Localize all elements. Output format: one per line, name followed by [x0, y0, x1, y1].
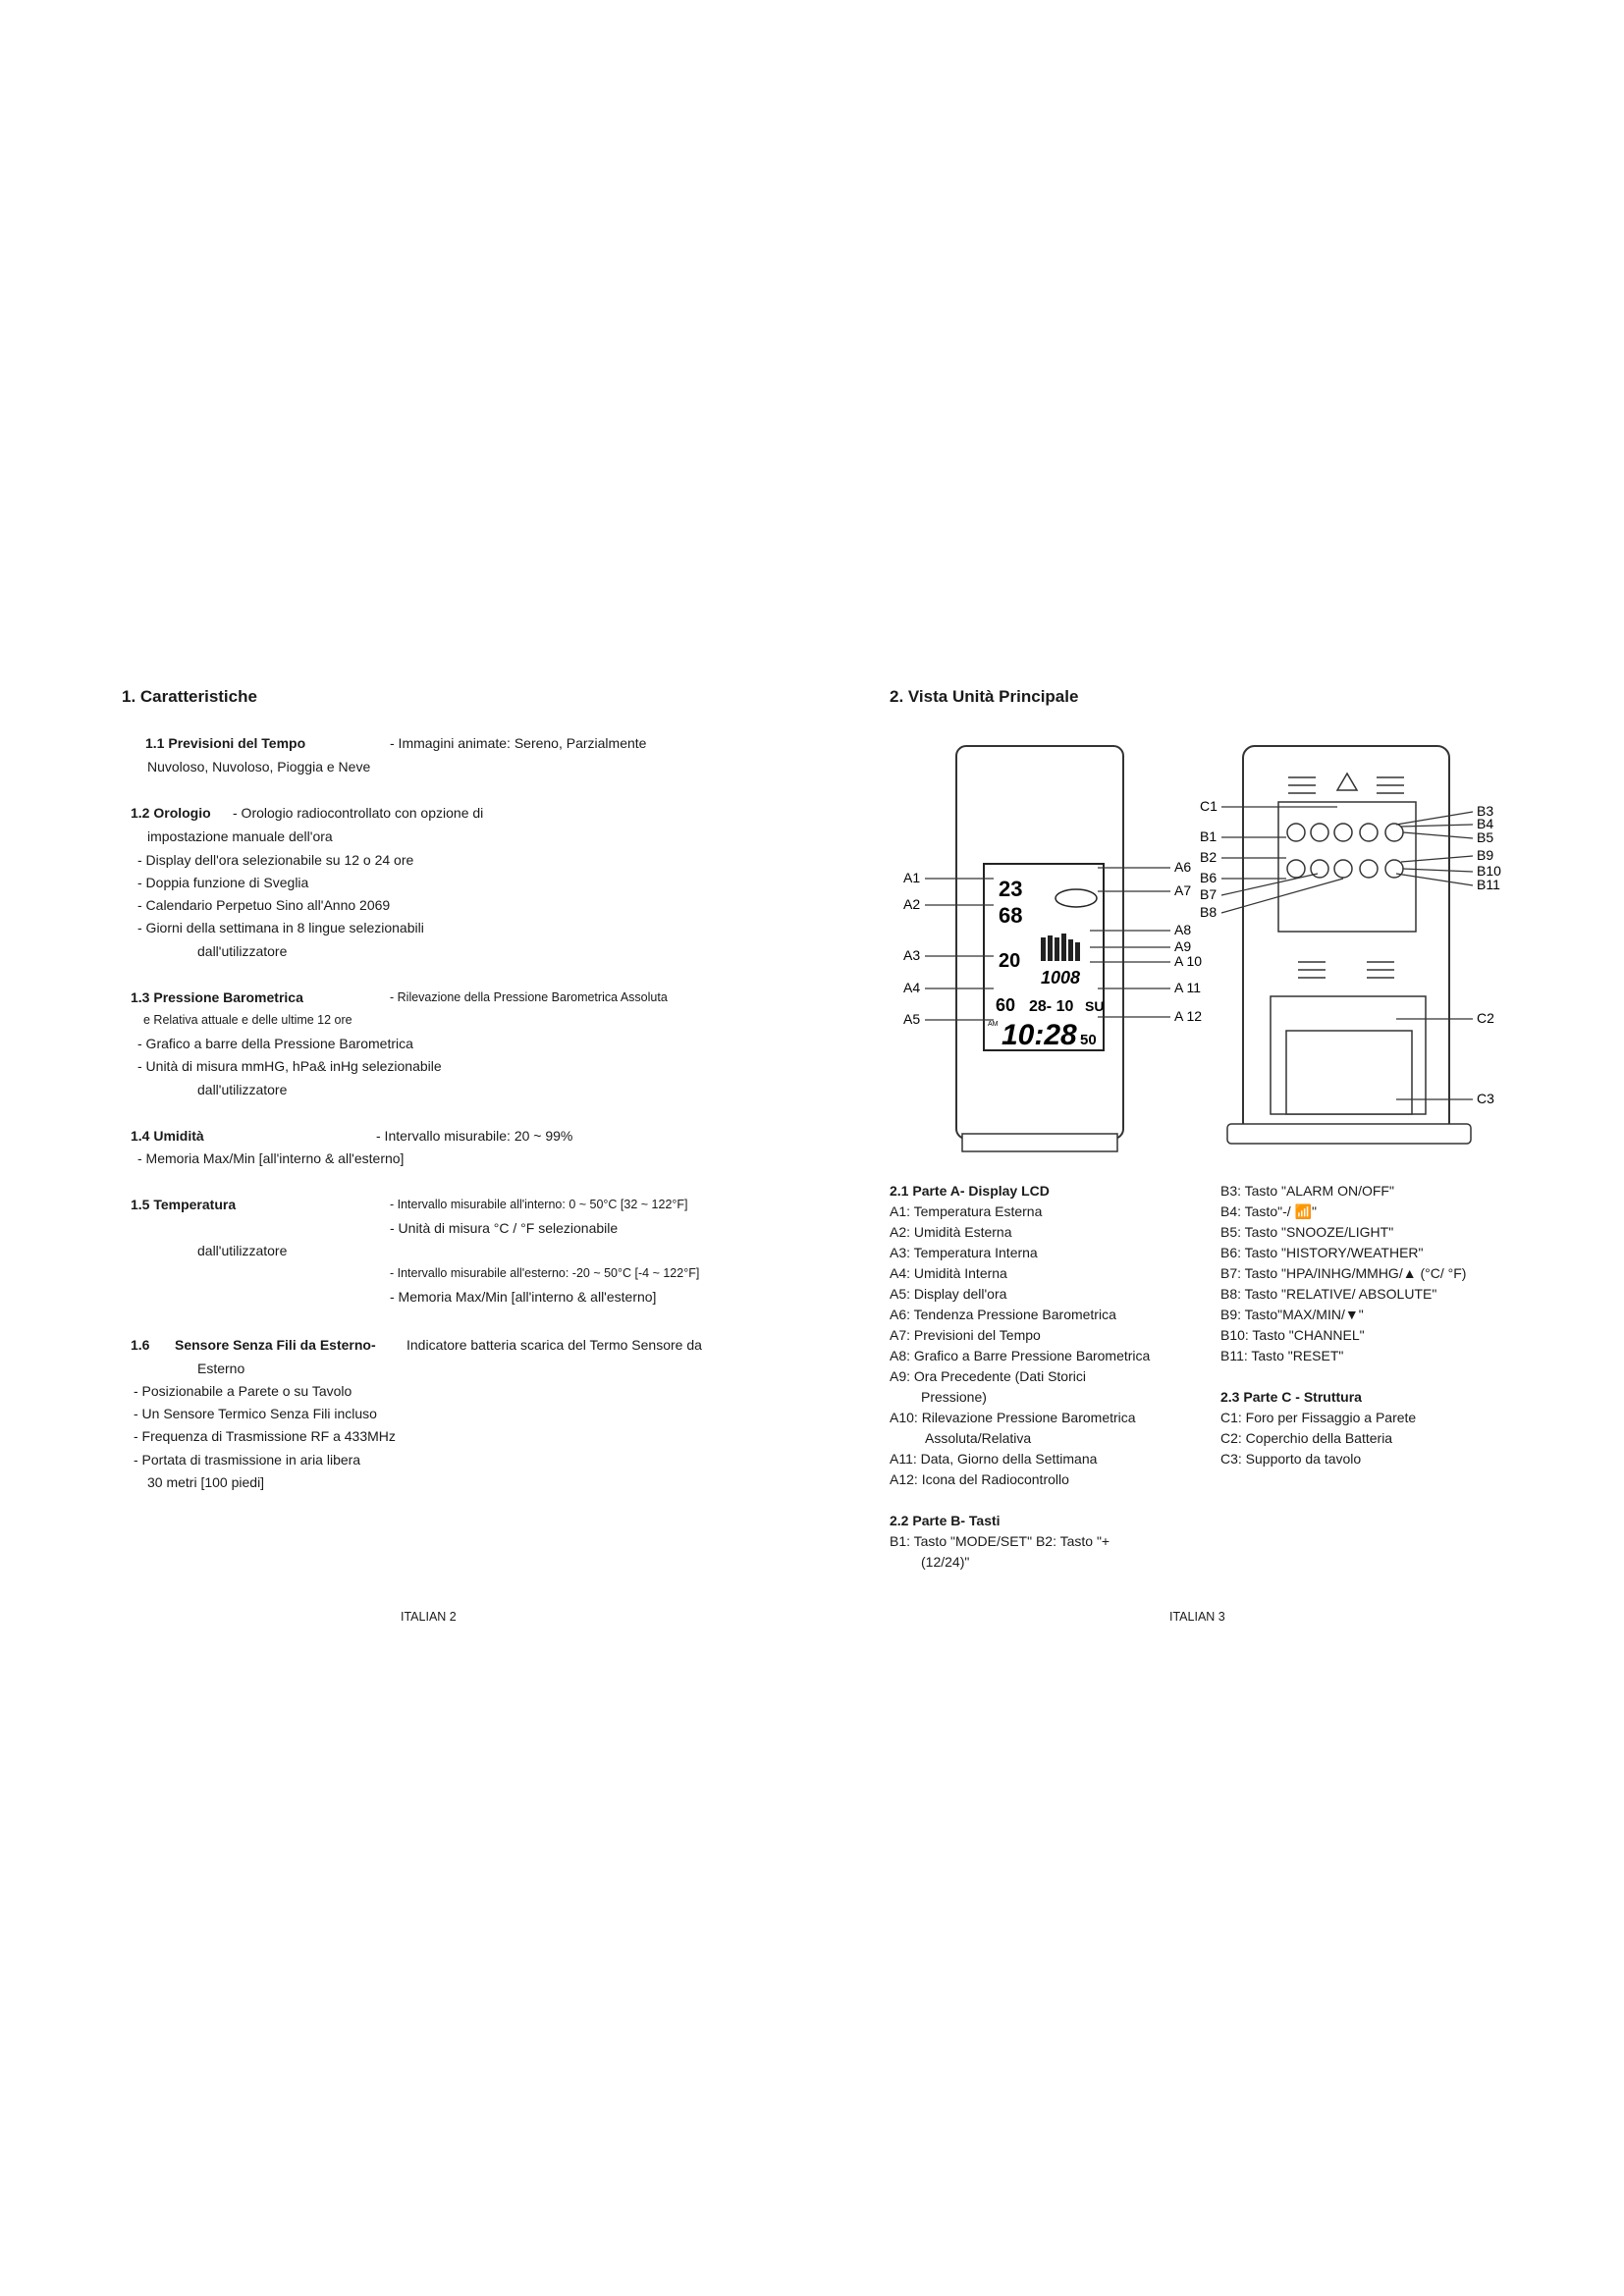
heading-part-b: 2.2 Parte B- Tasti	[890, 1513, 1001, 1528]
label-c3: C3	[1477, 1091, 1494, 1106]
label-b2: B2	[1200, 849, 1218, 865]
text-1-2-line: - Display dell'ora selezionabile su 12 o 24 ore	[137, 852, 414, 868]
part-a-item: A6: Tendenza Pressione Barometrica	[890, 1307, 1116, 1322]
label-b9: B9	[1477, 847, 1494, 863]
text-1-2-line: - Calendario Perpetuo Sino all'Anno 2069	[137, 897, 391, 913]
lcd-hum-in: 60	[996, 995, 1016, 1015]
text-1-2-line: - Giorni della settimana in 8 lingue selezionabili	[137, 920, 424, 935]
text-1-6-line: - Frequenza di Trasmissione RF a 433MHz	[134, 1428, 396, 1444]
rear-view-diagram	[1200, 736, 1524, 1158]
table-stand	[1286, 1031, 1412, 1114]
label-a12: A 12	[1174, 1008, 1203, 1024]
part-a-item: A10: Rilevazione Pressione Barometrica	[890, 1410, 1136, 1425]
text-1-4: - Intervallo misurabile: 20 ~ 99%	[376, 1128, 573, 1144]
part-b-item: B10: Tasto "CHANNEL"	[1220, 1327, 1365, 1343]
label-b4: B4	[1477, 816, 1494, 831]
front-view-diagram	[903, 736, 1218, 1158]
heading-part-c: 2.3 Parte C - Struttura	[1220, 1389, 1362, 1405]
part-b-line2: (12/24)"	[921, 1554, 970, 1570]
text-1-4-line: - Memoria Max/Min [all'interno & all'esterno]	[137, 1150, 405, 1166]
label-b8: B8	[1200, 904, 1218, 920]
text-1-5-range-out: - Intervallo misurabile all'esterno: -20 ~ 50°C [-4 ~ 122°F]	[390, 1266, 700, 1280]
text-1-6-line: - Portata di trasmissione in aria libera	[134, 1452, 361, 1468]
label-c1: C1	[1200, 798, 1218, 814]
text-1-5-memory: - Memoria Max/Min [all'interno & all'esterno]	[390, 1289, 657, 1305]
label-a2: A2	[903, 896, 921, 912]
heading-1-2: 1.2 Orologio	[131, 805, 211, 821]
part-a-item-cont: Pressione)	[921, 1389, 987, 1405]
text-1-3-line: - Grafico a barre della Pressione Barometrica	[137, 1036, 413, 1051]
text-1-6-line: - Posizionabile a Parete o su Tavolo	[134, 1383, 352, 1399]
lcd-day: SU	[1085, 998, 1105, 1014]
heading-part-a: 2.1 Parte A- Display LCD	[890, 1183, 1050, 1199]
part-a-item: A4: Umidità Interna	[890, 1265, 1007, 1281]
part-b-item: B3: Tasto "ALARM ON/OFF"	[1220, 1183, 1394, 1199]
page-footer-left: ITALIAN 2	[401, 1610, 457, 1624]
antenna-icon: 📶	[1294, 1203, 1312, 1219]
part-b-item: B5: Tasto "SNOOZE/LIGHT"	[1220, 1224, 1394, 1240]
section-title-main-unit: 2. Vista Unità Principale	[890, 687, 1079, 706]
lcd-pressure: 1008	[1041, 968, 1081, 988]
label-b3: B3	[1477, 803, 1494, 819]
part-b-item: B11: Tasto "RESET"	[1220, 1348, 1344, 1363]
part-a-item: A1: Temperatura Esterna	[890, 1203, 1043, 1219]
rear-stand-base	[1227, 1124, 1471, 1144]
part-a-item: A3: Temperatura Interna	[890, 1245, 1038, 1260]
heading-1-1: 1.1 Previsioni del Tempo	[145, 735, 306, 751]
label-a6: A6	[1174, 859, 1192, 875]
heading-1-5: 1.5 Temperatura	[131, 1197, 237, 1212]
label-b11: B11	[1477, 877, 1500, 892]
part-b-item-b4: B4: Tasto"-/ 📶"	[1220, 1203, 1317, 1219]
lcd-time: 10:28	[1001, 1019, 1077, 1051]
text-1-1: - Immagini animate: Sereno, Parzialmente	[390, 735, 647, 751]
label-a11: A 11	[1174, 980, 1201, 995]
text-1-2-line: impostazione manuale dell'ora	[147, 828, 333, 844]
text-1-3-line: - Unità di misura mmHG, hPa& inHg selezionabile	[137, 1058, 442, 1074]
heading-1-6: Sensore Senza Fili da Esterno-	[175, 1337, 376, 1353]
label-a5: A5	[903, 1011, 921, 1027]
label-a3: A3	[903, 947, 921, 963]
lcd-seconds: 50	[1080, 1032, 1097, 1048]
label-a4: A4	[903, 980, 921, 995]
text-1-6-line: Esterno	[197, 1361, 245, 1376]
label-a8: A8	[1174, 922, 1192, 937]
part-b-item: B8: Tasto "RELATIVE/ ABSOLUTE"	[1220, 1286, 1437, 1302]
text-1-3-line: dall'utilizzatore	[197, 1082, 288, 1097]
text-1-3: - Rilevazione della Pressione Barometrica Assoluta	[390, 990, 668, 1004]
part-a-item: A7: Previsioni del Tempo	[890, 1327, 1041, 1343]
text-1-2-line: - Doppia funzione di Sveglia	[137, 875, 309, 890]
lcd-hum-out: 68	[999, 903, 1023, 928]
text-1-6-line: 30 metri [100 piedi]	[147, 1474, 265, 1490]
label-c2: C2	[1477, 1010, 1494, 1026]
text-1-6: Indicatore batteria scarica del Termo Sensore da	[406, 1337, 702, 1353]
section-title-features: 1. Caratteristiche	[122, 687, 257, 706]
label-b10: B10	[1477, 863, 1501, 879]
lcd-date: 28- 10	[1029, 998, 1074, 1015]
part-b-item: B7: Tasto "HPA/INHG/MMHG/▲ (°C/ °F)	[1220, 1265, 1467, 1281]
part-c-item: C2: Coperchio della Batteria	[1220, 1430, 1393, 1446]
part-a-item: A9: Ora Precedente (Dati Storici	[890, 1368, 1086, 1384]
unit-stand	[962, 1134, 1117, 1151]
part-c-item: C1: Foro per Fissaggio a Parete	[1220, 1410, 1417, 1425]
page-footer-right: ITALIAN 3	[1169, 1610, 1225, 1624]
lcd-temp-out: 23	[999, 877, 1023, 901]
part-b-line1: B1: Tasto "MODE/SET" B2: Tasto "+	[890, 1533, 1110, 1549]
heading-1-3: 1.3 Pressione Barometrica	[131, 989, 303, 1005]
text-1-6-line: - Un Sensore Termico Senza Fili incluso	[134, 1406, 377, 1421]
part-b-item: B9: Tasto"MAX/MIN/▼"	[1220, 1307, 1364, 1322]
text-1-2: - Orologio radiocontrollato con opzione di	[233, 805, 484, 821]
text-1-2-line: dall'utilizzatore	[197, 943, 288, 959]
label-a1: A1	[903, 870, 921, 885]
part-b-item: B6: Tasto "HISTORY/WEATHER"	[1220, 1245, 1424, 1260]
label-b6: B6	[1200, 870, 1218, 885]
heading-1-4: 1.4 Umidità	[131, 1128, 204, 1144]
text-1-3-line: e Relativa attuale e delle ultime 12 ore	[143, 1013, 352, 1027]
text-1-5-range-in: - Intervallo misurabile all'interno: 0 ~ 50°C [32 ~ 122°F]	[390, 1198, 688, 1211]
part-a-item: A8: Grafico a Barre Pressione Barometrica	[890, 1348, 1151, 1363]
part-a-item: A5: Display dell'ora	[890, 1286, 1007, 1302]
part-a-item: A12: Icona del Radiocontrollo	[890, 1471, 1069, 1487]
label-a7: A7	[1174, 882, 1192, 898]
part-a-item: A2: Umidità Esterna	[890, 1224, 1012, 1240]
part-c-item: C3: Supporto da tavolo	[1220, 1451, 1362, 1467]
lcd-am: AM	[988, 1021, 999, 1028]
label-a9: A9	[1174, 938, 1192, 954]
text-1-5-units: - Unità di misura °C / °F selezionabile	[390, 1220, 619, 1236]
label-a10: A 10	[1174, 953, 1203, 969]
label-b5: B5	[1477, 829, 1494, 845]
lcd-temp-in: 20	[999, 950, 1021, 972]
text-1-1-cont: Nuvoloso, Nuvoloso, Pioggia e Neve	[147, 759, 371, 774]
heading-1-6-num: 1.6	[131, 1337, 150, 1353]
part-a-item-cont: Assoluta/Relativa	[925, 1430, 1032, 1446]
part-a-item: A11: Data, Giorno della Settimana	[890, 1451, 1098, 1467]
label-b1: B1	[1200, 828, 1218, 844]
text-1-5-user: dall'utilizzatore	[197, 1243, 288, 1258]
label-b7: B7	[1200, 886, 1218, 902]
